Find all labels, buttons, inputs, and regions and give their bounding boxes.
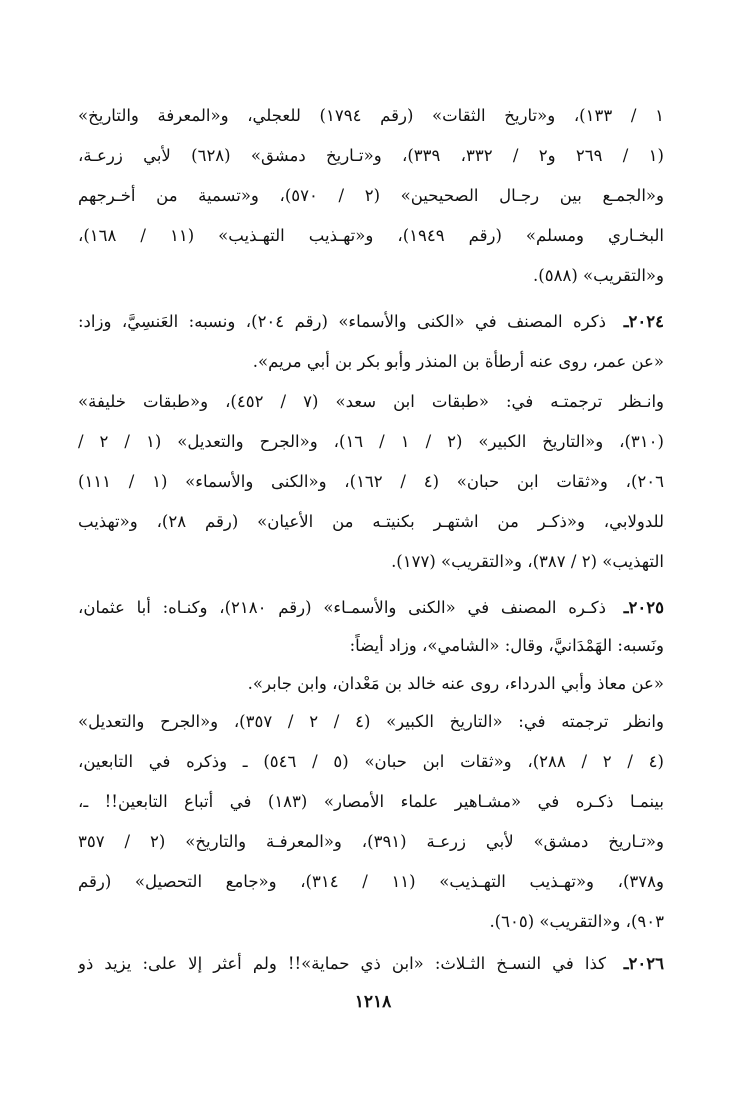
entry-line: وانـظر ترجمتـه في: «طبقات ابن سعد» (٧ / ٤٥٢)، و«طبقات خليفة» xyxy=(78,392,664,411)
intro-line-1: ١ / ١٣٣)، و«تاريخ الثقات» (رقم ١٧٩٤) للعجلي، و«المعرفة والتاريخ» xyxy=(78,106,664,125)
entry-line: وانظر ترجمته في: «التاريخ الكبير» (٤ / ٢ / ٣٥٧)، و«الجرح والتعديل» xyxy=(78,712,664,731)
entry-line: و٣٧٨)، و«تهـذيب التهـذيب» (١١ / ٣١٤)، و«جامع التحصيل» (رقم xyxy=(78,872,664,891)
intro-line-2: (١ / ٢٦٩ و٢ / ٣٣٢، ٣٣٩)، و«تـاريخ دمشق» (٦٢٨) لأبي زرعـة، xyxy=(78,146,664,165)
entry-line: ٩٠٣)، و«التقريب» (٦٠٥). xyxy=(489,912,664,931)
entry-line: للدولابي، و«ذكـر من اشتهـر بكنيتـه من الأعيان» (رقم ٢٨)، و«تهذيب xyxy=(78,512,664,531)
entry-number: ٢٠٢٦ـ xyxy=(623,954,664,973)
entry-line: ونَسبه: الهَمْدَانيَّ، وقال: «الشامي»، وزاد أيضاً: xyxy=(349,636,664,655)
entry-number: ٢٠٢٥ـ xyxy=(623,598,664,617)
entry-line: بينمـا ذكـره في «مشـاهير علماء الأمصار» (١٨٣) في أتباع التابعين!! ـ، xyxy=(78,792,664,811)
entry-number: ٢٠٢٤ـ xyxy=(623,312,664,331)
intro-line-4: البخـاري ومسلم» (رقم ١٩٤٩)، و«تهـذيب التهـذيب» (١١ / ١٦٨)، xyxy=(78,226,664,245)
entry-line: ٢٠٦)، و«ثقات ابن حبان» (٤ / ١٦٢)، و«الكنى والأسماء» (١ / ١١١) xyxy=(78,472,664,491)
entry-line: (٣١٠)، و«التاريخ الكبير» (٢ / ١ / ١٦)، و«الجرح والتعديل» (١ / ٢ / xyxy=(78,432,664,451)
intro-line-3: و«الجمـع بين رجـال الصحيحين» (٢ / ٥٧٠)، و«تسمية من أخـرجهم xyxy=(78,186,664,205)
entry-line: «عن معاذ وأبي الدرداء، روى عنه خالد بن مَعْدان، وابن جابر». xyxy=(247,674,664,693)
entry-first-line: كذا في النسـخ الثـلاث: «ابن ذي حماية»!! ولم أعثر إلا على: يزيد ذو xyxy=(78,954,606,973)
entry-first-line: ذكـره المصنف في «الكنى والأسمـاء» (رقم ٢١٨٠)، وكنـاه: أبا عثمان، xyxy=(78,598,606,617)
entry-first-line: ذكره المصنف في «الكنى والأسماء» (رقم ٢٠٤)، ونسبه: العَنسِيَّ، وزاد: xyxy=(78,312,606,331)
page-number: ١٢١٨ xyxy=(354,992,392,1012)
intro-line-5: و«التقريب» (٥٨٨). xyxy=(533,266,664,285)
entry-line: «عن عمر، روى عنه أرطأة بن المنذر وأبو بكر بن أبي مريم». xyxy=(252,352,664,371)
entry-line: (٤ / ٢ / ٢٨٨)، و«ثقات ابن حبان» (٥ / ٥٤٦) ـ وذكره في التابعين، xyxy=(78,752,664,771)
entry-line: و«تـاريخ دمشق» لأبي زرعـة (٣٩١)، و«المعرفـة والتاريخ» (٢ / ٣٥٧ xyxy=(78,832,664,851)
entry-line: التهذيب» (٢ / ٣٨٧)، و«التقريب» (١٧٧). xyxy=(391,552,664,571)
